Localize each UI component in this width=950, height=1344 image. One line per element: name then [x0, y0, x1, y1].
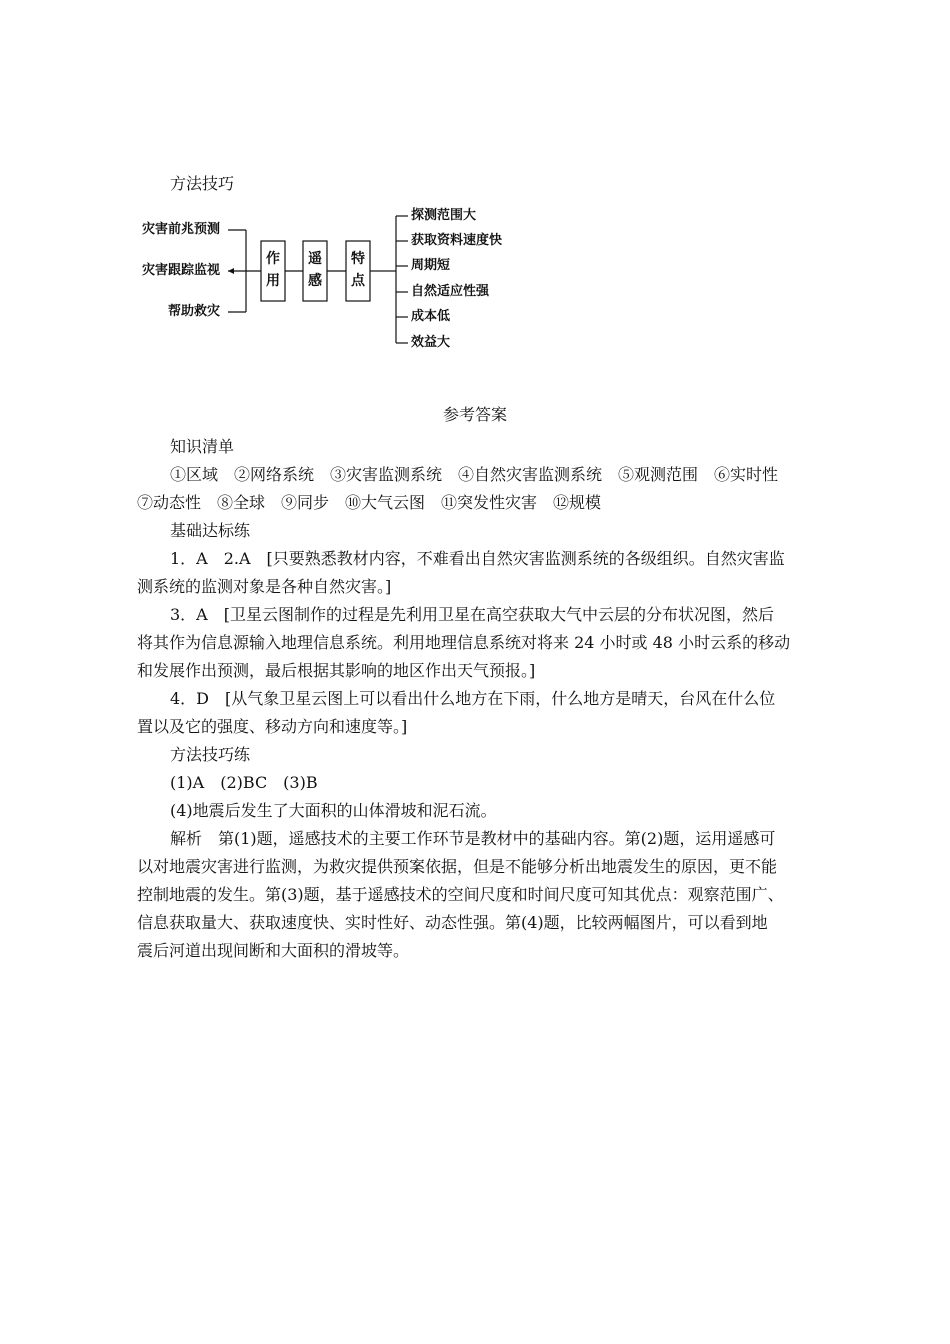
right-item-1: 探测范围大	[411, 208, 477, 223]
q4-line-1: 4．D [从气象卫星云图上可以看出什么地方在下雨，什么地方是晴天，台风在什么位	[170, 689, 776, 708]
analysis-line-3: 控制地震的发生。第(3)题，基于遥感技术的空间尺度和时间尺度可知其优点：观察范围广、	[137, 885, 784, 904]
basic-title: 基础达标练	[170, 521, 251, 540]
q4-line-2: 置以及它的强度、移动方向和速度等。]	[137, 717, 408, 736]
q12-line-1: 1．A 2.A [只要熟悉教材内容，不难看出自然灾害监测系统的各级组织。自然灾害监	[170, 549, 785, 568]
method-practice-line-1: (1)A (2)BC (3)B	[170, 773, 318, 792]
analysis-line-4: 信息获取量大、获取速度快、实时性好、动态性强。第(4)题，比较两幅图片，可以看到地	[137, 913, 768, 932]
remote-sensing-diagram	[130, 200, 530, 365]
right-item-5: 成本低	[411, 309, 451, 324]
method-practice-title: 方法技巧练	[170, 745, 251, 764]
right-item-3: 周期短	[411, 258, 451, 273]
method-title: 方法技巧	[170, 174, 235, 193]
box-tedian	[346, 248, 370, 292]
method-practice-line-2: (4)地震后发生了大面积的山体滑坡和泥石流。	[170, 801, 497, 820]
left-item-monitoring: 灾害跟踪监视	[142, 263, 221, 278]
box-yaogan	[303, 248, 327, 292]
q3-line-2: 将其作为信息源输入地理信息系统。利用地理信息系统对将来 24 小时或 48 小时云系的移动	[137, 633, 791, 652]
knowledge-line-1: ①区域 ②网络系统 ③灾害监测系统 ④自然灾害监测系统 ⑤观测范围 ⑥实时性	[170, 465, 779, 484]
left-item-rescue: 帮助救灾	[168, 304, 221, 319]
q3-line-1: 3．A [卫星云图制作的过程是先利用卫星在高空获取大气中云层的分布状况图，然后	[170, 605, 774, 624]
analysis-line-1: 解析 第(1)题，遥感技术的主要工作环节是教材中的基础内容。第(2)题，运用遥感可	[170, 829, 776, 848]
box-zuoyong-char1: 作	[266, 251, 280, 267]
answers-title: 参考答案	[442, 405, 507, 424]
analysis-line-2: 以对地震灾害进行监测，为救灾提供预案依据，但是不能够分析出地震发生的原因，更不能	[137, 857, 778, 876]
knowledge-line-2: ⑦动态性 ⑧全球 ⑨同步 ⑩大气云图 ⑪突发性灾害 ⑫规模	[137, 493, 602, 512]
right-item-4: 自然适应性强	[411, 284, 490, 299]
right-item-2: 获取资料速度快	[411, 233, 503, 248]
box-tedian-char2: 点	[351, 273, 365, 289]
q3-line-3: 和发展作出预测，最后根据其影响的地区作出天气预报。]	[137, 661, 536, 680]
knowledge-title: 知识清单	[170, 437, 235, 456]
q12-line-2: 测系统的监测对象是各种自然灾害。]	[137, 577, 392, 596]
box-zuoyong-char2: 用	[266, 273, 280, 289]
right-item-6: 效益大	[411, 335, 451, 350]
box-yaogan-char1: 遥	[308, 251, 322, 267]
box-tedian-char1: 特	[351, 251, 365, 267]
left-item-prediction: 灾害前兆预测	[142, 222, 221, 237]
box-yaogan-char2: 感	[308, 273, 322, 289]
box-zuoyong	[261, 248, 285, 292]
analysis-line-5: 震后河道出现间断和大面积的滑坡等。	[137, 941, 410, 960]
